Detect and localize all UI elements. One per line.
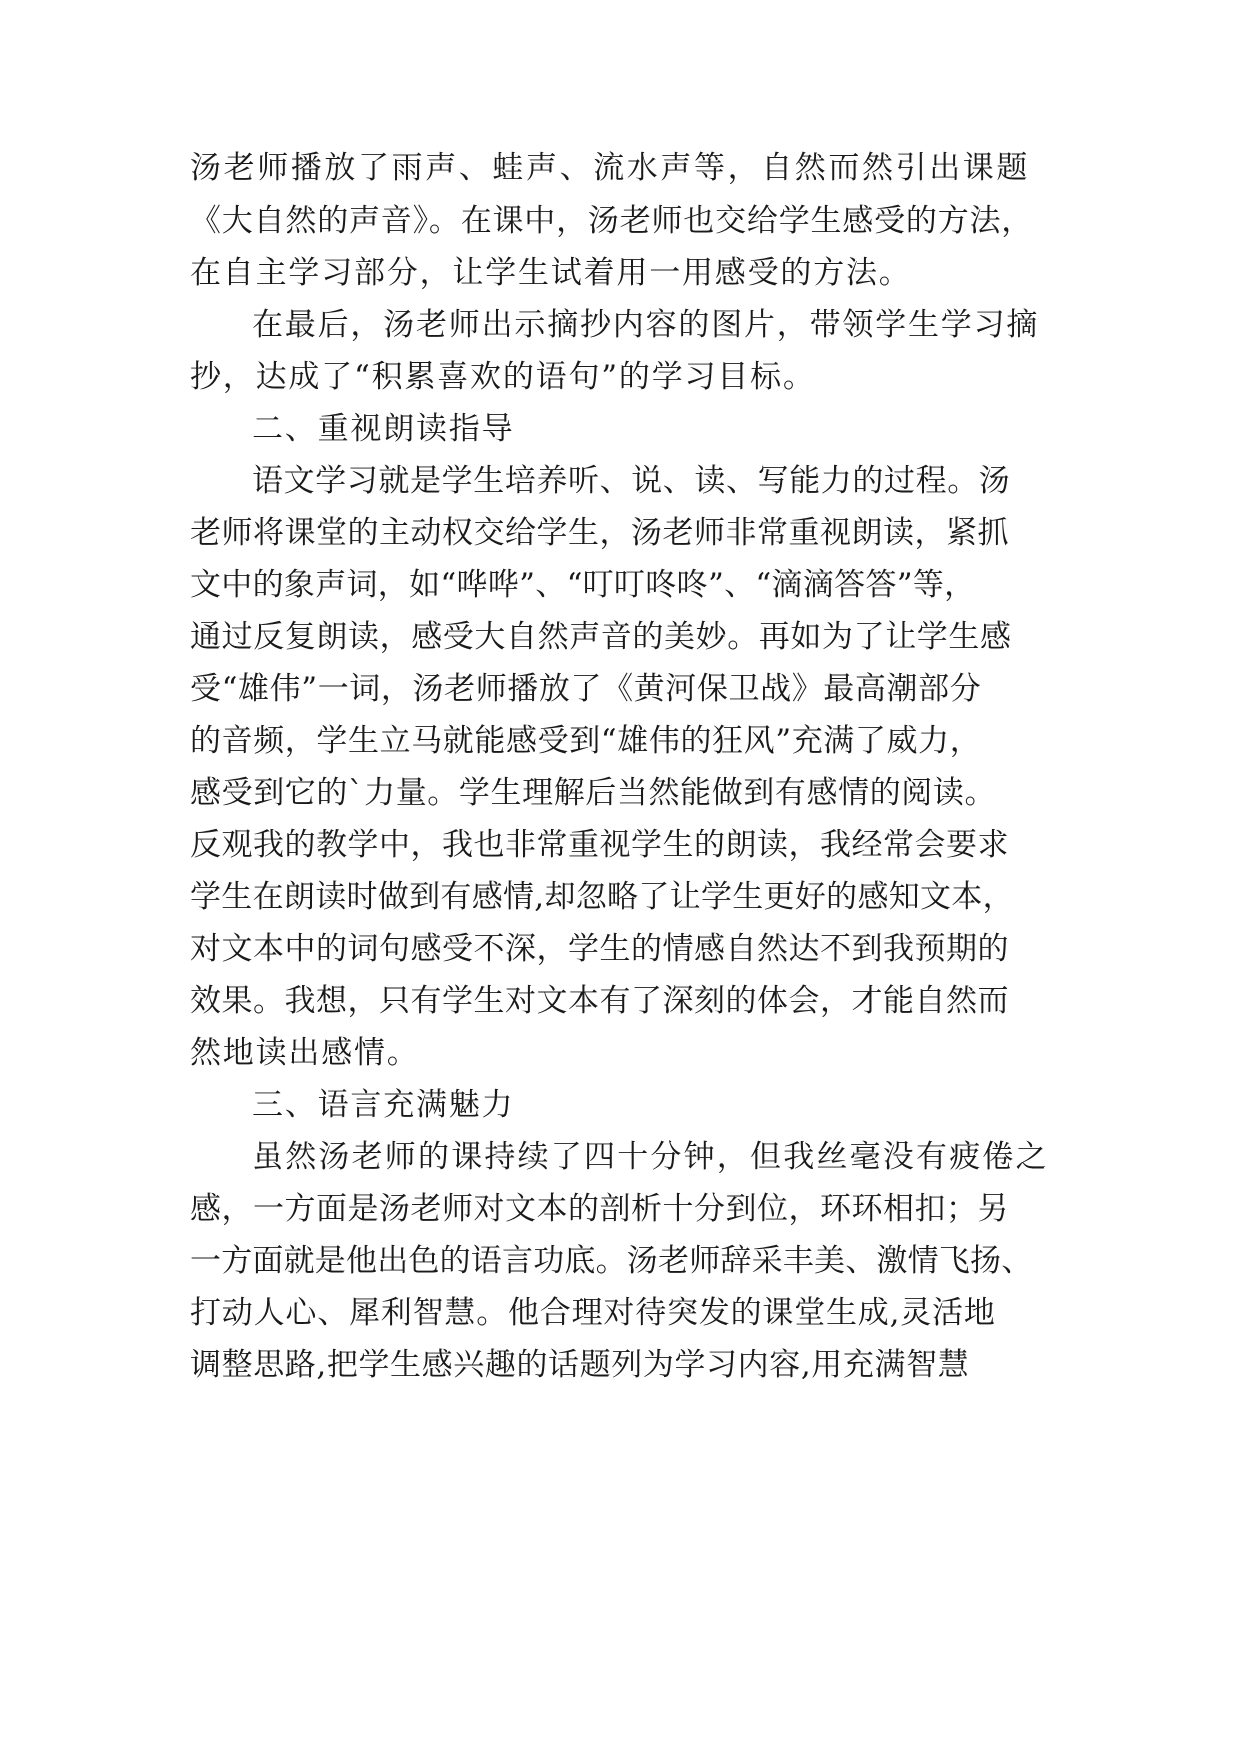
text-line-18: 然地读出感情。: [190, 1035, 420, 1071]
text-line-7: 语文学习就是学生培养听、说、读、写能力的过程。汤: [252, 463, 1011, 499]
text-line-17: 效果。我想，只有学生对文本有了深刻的体会，才能自然而: [190, 983, 1009, 1019]
text-line-8: 老师将课堂的主动权交给学生，汤老师非常重视朗读，紧抓: [190, 515, 1009, 551]
text-line-13: 感受到它的`力量。学生理解后当然能做到有感情的阅读。: [190, 775, 997, 811]
text-line-4: 在最后，汤老师出示摘抄内容的图片，带领学生学习摘: [252, 307, 1040, 343]
text-line-5: 抄，达成了“积累喜欢的语句”的学习目标。: [190, 359, 816, 395]
text-line-21: 感，一方面是汤老师对文本的剖析十分到位，环环相扣；另: [190, 1191, 1009, 1227]
text-line-12: 的音频，学生立马就能感受到“雄伟的狂风”充满了威力，: [190, 723, 982, 759]
text-line-24: 调整思路,把学生感兴趣的话题列为学习内容,用充满智慧: [190, 1347, 970, 1383]
document-page: [190, 0, 1070, 1754]
text-line-20: 虽然汤老师的课持续了四十分钟，但我丝毫没有疲倦之: [252, 1139, 1049, 1175]
text-line-1: 汤老师播放了雨声、蛙声、流水声等，自然而然引出课题: [190, 150, 1030, 186]
text-line-11: 受“雄伟”一词，汤老师播放了《黄河保卫战》最高潮部分: [190, 671, 982, 707]
text-line-23: 打动人心、犀利智慧。他合理对待突发的课堂生成,灵活地: [190, 1295, 996, 1331]
section-heading-3: 三、语言充满魅力: [252, 1087, 515, 1123]
text-line-3: 在自主学习部分，让学生试着用一用感受的方法。: [190, 255, 912, 291]
section-heading-2: 二、重视朗读指导: [252, 411, 515, 447]
text-line-10: 通过反复朗读，感受大自然声音的美妙。再如为了让学生感: [190, 619, 1012, 655]
text-line-22: 一方面就是他出色的语言功底。汤老师辞采丰美、激情飞扬、: [190, 1243, 1033, 1279]
text-line-14: 反观我的教学中，我也非常重视学生的朗读，我经常会要求: [190, 827, 1009, 863]
text-line-15: 学生在朗读时做到有感情,却忽略了让学生更好的感知文本，: [190, 879, 1014, 915]
text-line-9: 文中的象声词，如“哗哗”、“叮叮咚咚”、“滴滴答答”等，: [190, 567, 976, 603]
text-line-16: 对文本中的词句感受不深，学生的情感自然达不到我预期的: [190, 931, 1009, 967]
text-line-2: 《大自然的声音》。在课中，汤老师也交给学生感受的方法，: [190, 203, 1034, 239]
